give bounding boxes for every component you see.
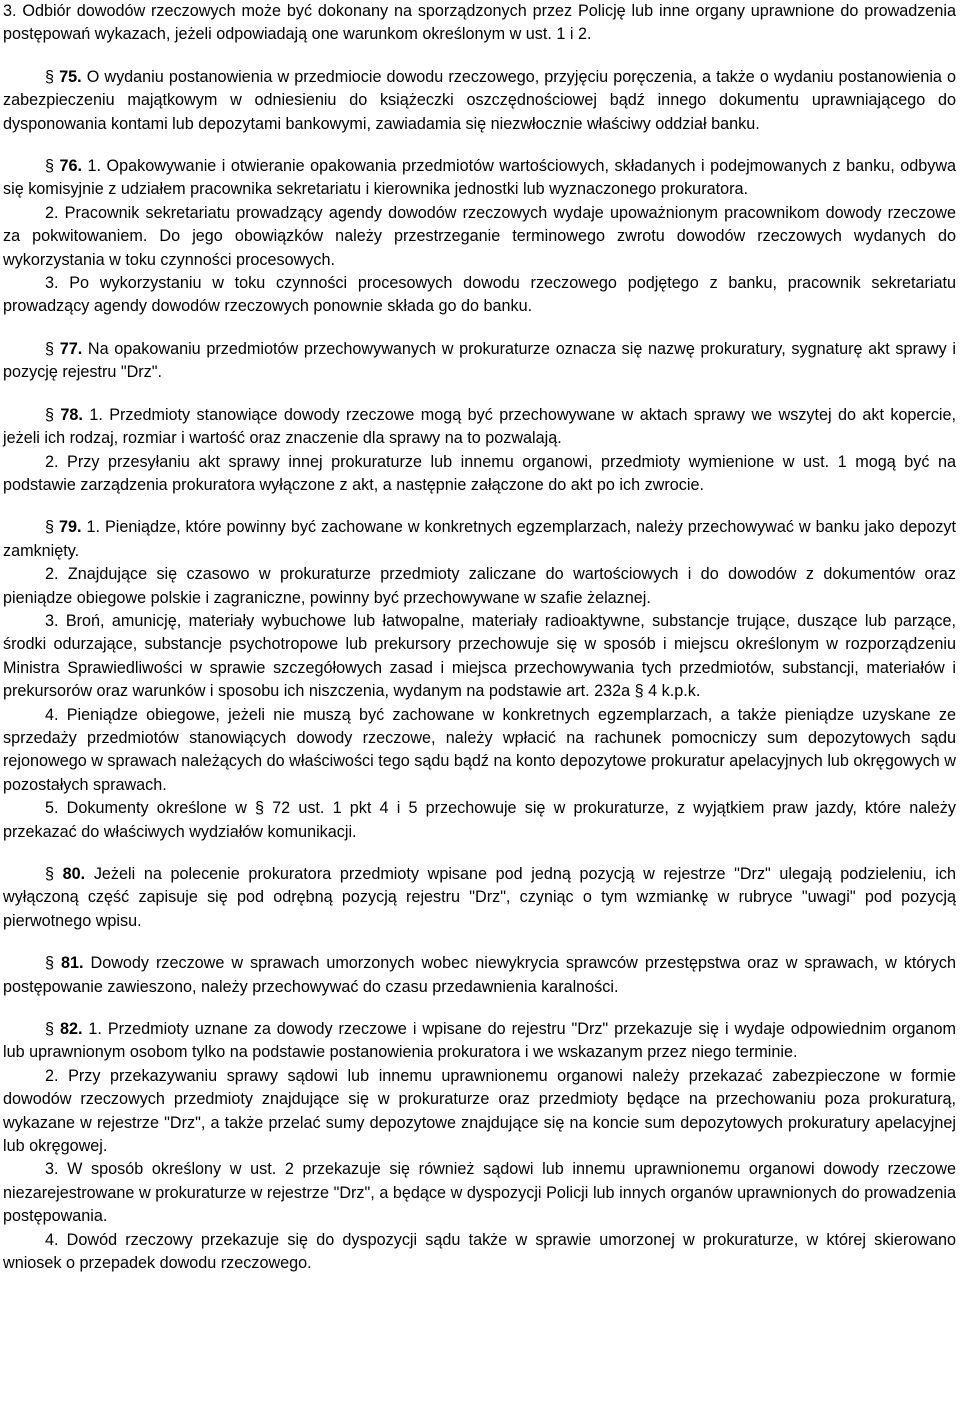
paragraph — [3, 404, 956, 451]
section-number: 79. — [59, 518, 82, 537]
paragraph: 2. Przy przekazywaniu sprawy sądowi lub innemu uprawnionemu organowi należy przekazać zabezpieczone w formie dowodów rzeczowych przedmioty znajdujące się w prokuraturze oraz przedmioty będące na przechowaniu poza prokuraturą, wykazane w rejestrze "Drz", a także przelać sumy depozytowe znajdujące się na koncie sum depozytowych prokuratury apelacyjnej lub okręgowej. — [3, 1066, 956, 1156]
continuation-block — [3, 0, 956, 47]
section-78 — [3, 404, 956, 498]
paragraph: 2. Znajdujące się czasowo w prokuraturze przedmioty zaliczane do wartościowych i do dowodów z dokumentów oraz pieniądze obiegowe polskie i zagraniczne, powinny być przechowywane w szafie żelaznej. — [3, 565, 956, 607]
paragraph: 3. Po wykorzystaniu w toku czynności procesowych dowodu rzeczowego podjętego z banku, pracownik sekretariatu prowadzący agendy dowodów rzeczowych ponownie składa go do banku. — [3, 274, 956, 316]
paragraph: 2. Pracownik sekretariatu prowadzący agendy dowodów rzeczowych wydaje upoważnionym pracownikom dowody rzeczowe za pokwitowaniem. Do jego obowiązków należy przestrzeganie terminowego zwrotu dowodów rzeczowych wydanych do wykorzystania w toku czynności procesowych. — [3, 203, 956, 269]
section-number: 81. — [61, 954, 84, 973]
section-number: 76. — [59, 157, 83, 176]
paragraph-text: 1. Opakowywanie i otwieranie opakowania przedmiotów wartościowych, składanych i podejmowanych z banku, odbywa się komisyjnie z udziałem pracownika sekretariatu i kierownika jednostki lub wyznaczonego prokuratora. — [3, 157, 957, 199]
section-symbol: § — [45, 157, 55, 176]
section-symbol: § — [45, 405, 55, 424]
section-symbol: § — [45, 865, 55, 883]
paragraph: 3. Broń, amunicję, materiały wybuchowe lub łatwopalne, materiały radioaktywne, substancje trujące, duszące lub parzące, środki odurzające, substancje psychotropowe lub prekursory przechowuje się w sposób i miejscu określonym w rozporządzeniu Ministra Sprawiedliwości w sprawie szczegółowych zasad i miejsca przechowywania tych przedmiotów, substancji, materiałów i prekursorów oraz warunków i sposobu ich niszczenia, wydanym na podstawie art. 232a § 4 k.p.k. — [3, 611, 956, 701]
paragraph-text: O wydaniu postanowienia w przedmiocie dowodu rzeczowego, przyjęciu poręczenia, a także o wydaniu postanowienia o zabezpieczeniu majątkowym w odniesieniu do książeczki oszczędnościowej bądź innego dokumentu uprawniającego do dysponowania kontami lub depozytami bankowymi, zawiadamia się niezwłocznie właściwy oddział banku. — [3, 67, 957, 133]
section-79 — [3, 516, 956, 844]
paragraph-text: Dowody rzeczowe w sprawach umorzonych wobec niewykrycia sprawców przestępstwa oraz w sprawach, w których postępowanie zawieszono, należy przechowywać do czasu przedawnienia karalności. — [3, 954, 956, 996]
section-80 — [3, 863, 956, 933]
paragraph: 3. W sposób określony w ust. 2 przekazuje się również sądowi lub innemu uprawnionemu organowi dowody rzeczowe niezarejestrowane w prokuraturze w rejestrze "Drz", a będące w dyspozycji Policji lub innych organów uprawnionych do prowadzenia postępowania. — [3, 1160, 956, 1226]
section-number: 77. — [59, 339, 83, 358]
section-symbol: § — [45, 518, 55, 537]
section-symbol: § — [45, 954, 55, 973]
section-symbol: § — [45, 1020, 55, 1039]
section-number: 75. — [59, 67, 82, 86]
section-76 — [3, 155, 956, 319]
paragraph-text: 1. Pieniądze, które powinny być zachowane w konkretnych egzemplarzach, należy przechowywać w banku jako depozyt zamknięty. — [3, 518, 957, 560]
section-75 — [3, 66, 956, 136]
paragraph: 4. Dowód rzeczowy przekazuje się do dyspozycji sądu także w sprawie umorzonej w prokuraturze, w której skierowano wniosek o przepadek dowodu rzeczowego. — [3, 1230, 956, 1273]
paragraph — [3, 155, 956, 202]
paragraph-text: Jeżeli na polecenie prokuratora przedmioty wpisane pod jedną pozycją w rejestrze "Drz" ulegają podzieleniu, ich wyłączoną część zapisuje się pod odrębną pozycją rejestru "Drz", czyniąc o tym wzmiankę w rubryce "uwagi" pod pozycją pierwotnego wpisu. — [3, 865, 956, 930]
section-symbol: § — [45, 339, 55, 358]
section-81 — [3, 952, 956, 999]
section-symbol: § — [45, 67, 55, 86]
section-number: 80. — [62, 865, 86, 883]
section-77 — [3, 338, 956, 385]
section-number: 82. — [59, 1020, 83, 1039]
section-82 — [3, 1018, 956, 1275]
section-number: 78. — [60, 405, 83, 424]
paragraph — [3, 338, 956, 385]
paragraph — [3, 952, 956, 999]
paragraph — [3, 66, 956, 136]
paragraph-text: Na opakowaniu przedmiotów przechowywanych w prokuraturze oznacza się nazwę prokuratury, sygnaturę akt sprawy i pozycję rejestru "Drz". — [3, 339, 956, 382]
paragraph: 2. Przy przesyłaniu akt sprawy innej prokuraturze lub innemu organowi, przedmioty wymienione w ust. 1 mogą być na podstawie zarządzenia prokuratora wyłączone z akt, a następnie załączone do akt po ich zwrocie. — [3, 452, 956, 494]
paragraph-text: 1. Przedmioty stanowiące dowody rzeczowe mogą być przechowywane w aktach sprawy we wszytej do akt kopercie, jeżeli ich rodzaj, rozmiar i wartość oraz znaczenie dla sprawy na to pozwalają. — [3, 405, 957, 448]
paragraph: 4. Pieniądze obiegowe, jeżeli nie muszą być zachowane w konkretnych egzemplarzach, a także pieniądze uzyskane ze sprzedaży przedmiotów stanowiących dowody rzeczowe, należy wpłacić na rachunek pomocniczy sum depozytowych sądu rejonowego w sprawach należących do właściwości tego sądu bądź na konto depozytowe prokuratur apelacyjnych lub okręgowych w pozostałych sprawach. — [3, 705, 956, 794]
paragraph: 3. Odbiór dowodów rzeczowych może być dokonany na sporządzonych przez Policję lub inne organy uprawnione do prowadzenia postępowań wykazach, jeżeli odpowiadają one warunkom określonym w ust. 1 i 2. — [3, 2, 956, 44]
paragraph — [3, 516, 956, 563]
paragraph: 5. Dokumenty określone w § 72 ust. 1 pkt 4 i 5 przechowuje się w prokuraturze, z wyjątkiem praw jazdy, które należy przekazać do właściwych wydziałów komunikacji. — [3, 799, 956, 841]
paragraph-text: 1. Przedmioty uznane za dowody rzeczowe i wpisane do rejestru "Drz" przekazuje się i wydaje odpowiednim organom lub uprawnionym osobom tylko na podstawie postanowienia prokuratora i we wskazanym przez niego terminie. — [3, 1020, 956, 1062]
paragraph — [3, 863, 956, 933]
paragraph — [3, 1018, 956, 1065]
